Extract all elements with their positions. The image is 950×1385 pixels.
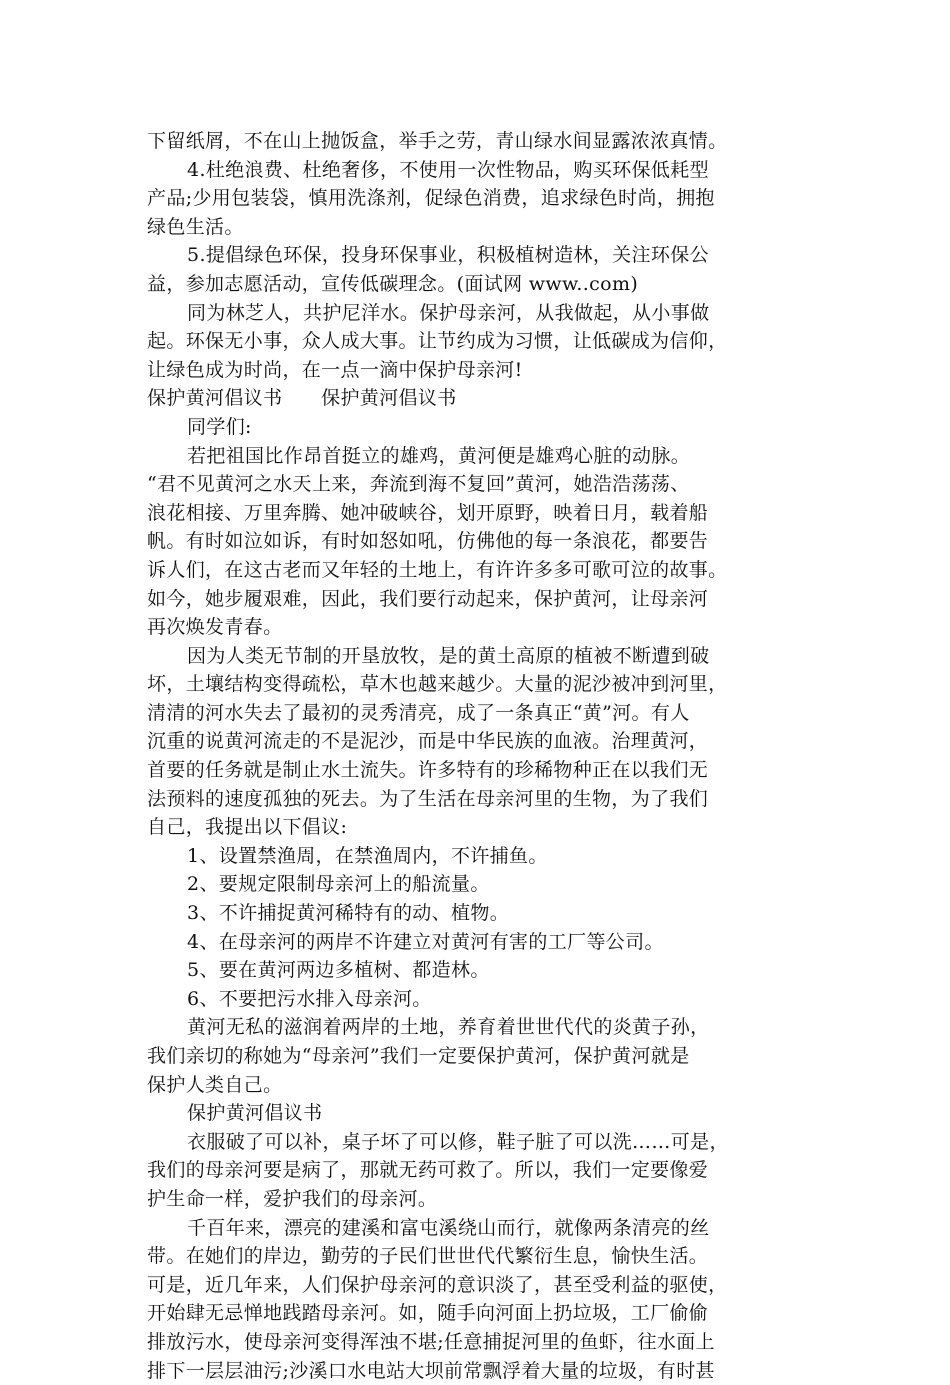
text-line: 可是，近几年来，人们保护母亲河的意识淡了，甚至受利益的驱使， <box>147 1273 728 1296</box>
text-line: 起。环保无小事，众人成大事。让节约成为习惯，让低碳成为信仰， <box>147 330 728 353</box>
text-line: 沉重的说黄河流走的不是泥沙，而是中华民族的血液。治理黄河， <box>147 730 709 753</box>
text-line: 5、要在黄河两边多植树、都造林。 <box>187 959 490 982</box>
text-line: 益，参加志愿活动，宣传低碳理念。(面试网 www..com) <box>147 272 639 295</box>
text-line: 保护人类自己。 <box>147 1073 283 1096</box>
text-line: 再次焕发青春。 <box>147 616 283 639</box>
text-line: 千百年来，漂亮的建溪和富屯溪绕山而行，就像两条清亮的丝 <box>187 1216 710 1239</box>
text-line: 下留纸屑，不在山上抛饭盒，举手之劳，青山绿水间显露浓浓真情。 <box>147 130 728 152</box>
text-line: 自己，我提出以下倡议: <box>147 816 348 839</box>
text-line: 同学们: <box>187 415 252 438</box>
text-line: 保护黄河倡议书 <box>187 1102 323 1125</box>
text-line: 带。在她们的岸边，勤劳的子民们世世代代繁衍生息，愉快生活。 <box>147 1245 709 1268</box>
text-line: 法预料的速度孤独的死去。为了生活在母亲河里的生物，为了我们 <box>147 787 709 810</box>
text-line: 我们亲切的称她为“母亲河”我们一定要保护黄河，保护黄河就是 <box>147 1045 690 1067</box>
text-line: 让绿色成为时尚，在一点一滴中保护母亲河! <box>147 358 523 381</box>
text-line: 5.提倡绿色环保，投身环保事业，积极植树造林，关注环保公 <box>187 244 709 267</box>
text-line: 帆。有时如泣如诉，有时如怒如吼，仿佛他的每一条浪花，都要告 <box>147 530 709 553</box>
text-line: 保护黄河倡议书 保护黄河倡议书 <box>147 387 457 410</box>
text-line: 黄河无私的滋润着两岸的土地，养育着世世代代的炎黄子孙， <box>187 1016 710 1039</box>
text-line: 排下一层层油污;沙溪口水电站大坝前常飘浮着大量的垃圾，有时甚 <box>147 1359 715 1382</box>
document-page <box>147 127 819 1385</box>
text-line: 如今，她步履艰难，因此，我们要行动起来，保护黄河，让母亲河 <box>147 587 709 610</box>
text-line: “君不见黄河之水天上来，奔流到海不复回”黄河，她浩浩荡荡、 <box>147 473 690 496</box>
text-line: 4.杜绝浪费、杜绝奢侈，不使用一次性物品，购买环保低耗型 <box>187 158 709 181</box>
text-line: 诉人们，在这古老而又年轻的土地上，有许许多多可歌可泣的故事。 <box>147 558 728 581</box>
text-line: 衣服破了可以补，桌子坏了可以修，鞋子脏了可以洗……可是， <box>187 1130 729 1153</box>
text-line: 开始肆无忌惮地践踏母亲河。如，随手向河面上扔垃圾，工厂偷偷 <box>147 1302 709 1325</box>
text-line: 因为人类无节制的开垦放牧，是的黄土高原的植被不断遭到破 <box>187 644 710 667</box>
text-line: 清清的河水失去了最初的灵秀清亮，成了一条真正“黄”河。有人 <box>147 701 690 724</box>
text-line: 2、要规定限制母亲河上的船流量。 <box>187 873 490 896</box>
text-line: 4、在母亲河的两岸不许建立对黄河有害的工厂等公司。 <box>187 930 664 953</box>
text-line: 首要的任务就是制止水土流失。许多特有的珍稀物种正在以我们无 <box>147 759 709 782</box>
text-line: 坏，土壤结构变得疏松，草木也越来越少。大量的泥沙被冲到河里， <box>147 673 728 696</box>
text-line: 1、设置禁渔周，在禁渔周内，不许捕鱼。 <box>187 844 548 867</box>
text-line: 若把祖国比作昂首挺立的雄鸡，黄河便是雄鸡心脏的动脉。 <box>187 444 691 467</box>
text-line: 同为林芝人，共护尼洋水。保护母亲河，从我做起，从小事做 <box>187 301 710 324</box>
text-line: 绿色生活。 <box>147 215 244 238</box>
text-line: 我们的母亲河要是病了，那就无药可救了。所以，我们一定要像爱 <box>147 1159 709 1182</box>
text-line: 产品;少用包装袋，慎用洗涤剂，促绿色消费，追求绿色时尚，拥抱 <box>147 187 715 210</box>
text-line: 排放污水，使母亲河变得浑浊不堪;任意捕捉河里的鱼虾，往水面上 <box>147 1330 715 1353</box>
text-line: 护生命一样，爱护我们的母亲河。 <box>147 1187 438 1210</box>
text-line: 浪花相接、万里奔腾、她冲破峡谷，划开原野，映着日月，载着船 <box>147 501 709 524</box>
text-line: 6、不要把污水排入母亲河。 <box>187 987 432 1010</box>
text-line: 3、不许捕捉黄河稀特有的动、植物。 <box>187 902 510 925</box>
